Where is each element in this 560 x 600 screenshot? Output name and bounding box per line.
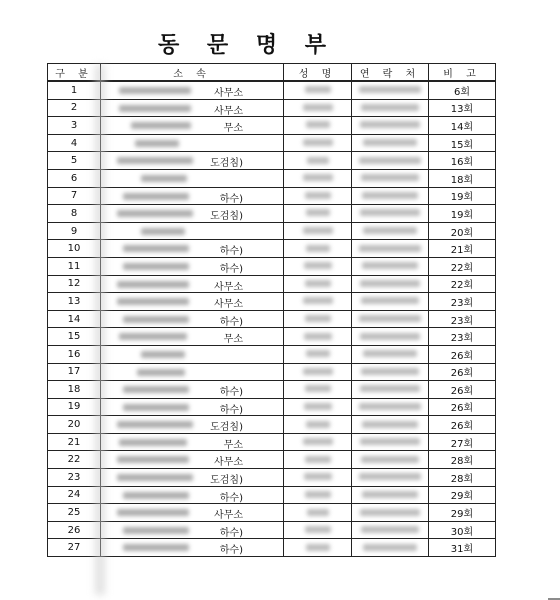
row-name bbox=[284, 222, 352, 240]
affiliation-suffix: 도검침) bbox=[210, 158, 243, 170]
header-name: 성 명 bbox=[284, 64, 352, 82]
row-contact bbox=[352, 275, 429, 293]
table-row bbox=[48, 99, 496, 117]
row-contact bbox=[352, 433, 429, 451]
table-row bbox=[48, 222, 496, 240]
row-affiliation bbox=[101, 117, 284, 135]
row-remark: 26회 bbox=[429, 363, 496, 381]
redacted-affiliation bbox=[141, 175, 187, 182]
row-name bbox=[284, 398, 352, 416]
row-remark: 21회 bbox=[429, 240, 496, 258]
row-affiliation bbox=[101, 433, 284, 451]
redacted-contact bbox=[362, 262, 418, 269]
redacted-affiliation bbox=[117, 421, 193, 428]
table-row bbox=[48, 381, 496, 399]
row-remark: 13회 bbox=[429, 99, 496, 117]
redacted-contact bbox=[360, 280, 420, 287]
table-row bbox=[48, 363, 496, 381]
row-name bbox=[284, 240, 352, 258]
alumni-roster-table bbox=[47, 63, 496, 557]
row-affiliation bbox=[101, 310, 284, 328]
affiliation-suffix: 사무소 bbox=[214, 510, 243, 522]
row-number: 9 bbox=[48, 222, 101, 240]
redacted-name bbox=[306, 421, 330, 428]
affiliation-suffix: 사무소 bbox=[214, 88, 243, 99]
row-contact bbox=[352, 257, 429, 275]
row-affiliation bbox=[101, 152, 284, 170]
row-name bbox=[284, 433, 352, 451]
redacted-affiliation bbox=[123, 193, 189, 200]
row-contact bbox=[352, 187, 429, 205]
redacted-name bbox=[306, 544, 330, 551]
row-affiliation bbox=[101, 451, 284, 469]
row-affiliation bbox=[101, 169, 284, 187]
row-contact bbox=[352, 240, 429, 258]
row-name bbox=[284, 416, 352, 434]
affiliation-suffix: 도검침) bbox=[210, 475, 243, 487]
redacted-contact bbox=[359, 157, 421, 164]
row-number: 18 bbox=[48, 381, 101, 399]
redacted-contact bbox=[361, 456, 419, 463]
table-row bbox=[48, 257, 496, 275]
row-number: 21 bbox=[48, 433, 101, 451]
redacted-name bbox=[304, 403, 332, 410]
redacted-name bbox=[305, 315, 331, 322]
scan-ghost bbox=[95, 65, 105, 595]
table-row bbox=[48, 486, 496, 504]
redacted-affiliation bbox=[123, 245, 189, 252]
row-number: 11 bbox=[48, 257, 101, 275]
redacted-name bbox=[303, 368, 333, 375]
row-name bbox=[284, 117, 352, 135]
table-row bbox=[48, 152, 496, 170]
row-contact bbox=[352, 504, 429, 522]
table-row bbox=[48, 240, 496, 258]
redacted-affiliation bbox=[117, 456, 189, 463]
row-remark: 6회 bbox=[429, 81, 496, 99]
redacted-name bbox=[306, 121, 330, 128]
redacted-affiliation bbox=[135, 140, 179, 147]
row-affiliation bbox=[101, 99, 284, 117]
table-row bbox=[48, 469, 496, 487]
redacted-affiliation bbox=[117, 474, 193, 481]
redacted-name bbox=[305, 491, 331, 498]
affiliation-suffix: 하수) bbox=[219, 492, 243, 504]
row-contact bbox=[352, 486, 429, 504]
row-affiliation bbox=[101, 240, 284, 258]
affiliation-suffix: 사무소 bbox=[214, 281, 243, 293]
row-number: 13 bbox=[48, 293, 101, 311]
row-remark: 18회 bbox=[429, 169, 496, 187]
redacted-contact bbox=[361, 297, 419, 304]
redacted-affiliation bbox=[117, 298, 189, 305]
redacted-contact bbox=[359, 245, 421, 252]
row-number: 15 bbox=[48, 328, 101, 346]
row-contact bbox=[352, 134, 429, 152]
row-remark: 22회 bbox=[429, 275, 496, 293]
redacted-name bbox=[303, 104, 333, 111]
redacted-affiliation bbox=[117, 509, 189, 516]
redacted-name bbox=[305, 385, 331, 392]
row-contact bbox=[352, 539, 429, 557]
row-number: 2 bbox=[48, 99, 101, 117]
table-row bbox=[48, 169, 496, 187]
row-number: 25 bbox=[48, 504, 101, 522]
row-affiliation bbox=[101, 205, 284, 223]
row-remark: 19회 bbox=[429, 205, 496, 223]
redacted-contact bbox=[360, 333, 420, 340]
row-remark: 16회 bbox=[429, 152, 496, 170]
redacted-contact bbox=[361, 174, 419, 181]
redacted-name bbox=[307, 509, 329, 516]
table-row bbox=[48, 345, 496, 363]
redacted-contact bbox=[359, 315, 421, 322]
affiliation-suffix: 하수) bbox=[219, 193, 243, 205]
redacted-affiliation bbox=[119, 105, 191, 112]
row-remark: 19회 bbox=[429, 187, 496, 205]
redacted-contact bbox=[360, 438, 420, 445]
affiliation-suffix: 무소 bbox=[223, 439, 243, 451]
row-remark: 26회 bbox=[429, 345, 496, 363]
row-number: 24 bbox=[48, 486, 101, 504]
redacted-affiliation bbox=[141, 228, 185, 235]
row-remark: 23회 bbox=[429, 328, 496, 346]
row-contact bbox=[352, 416, 429, 434]
redacted-affiliation bbox=[117, 157, 193, 164]
row-affiliation bbox=[101, 187, 284, 205]
row-number: 17 bbox=[48, 363, 101, 381]
row-number: 10 bbox=[48, 240, 101, 258]
table-row bbox=[48, 293, 496, 311]
redacted-name bbox=[304, 333, 332, 340]
redacted-contact bbox=[360, 509, 420, 516]
redacted-affiliation bbox=[123, 544, 189, 551]
row-contact bbox=[352, 117, 429, 135]
row-affiliation bbox=[101, 328, 284, 346]
row-name bbox=[284, 504, 352, 522]
affiliation-suffix: 하수) bbox=[219, 387, 243, 399]
affiliation-suffix: 하수) bbox=[219, 545, 243, 557]
table-row bbox=[48, 187, 496, 205]
redacted-contact bbox=[359, 403, 421, 410]
row-remark: 29회 bbox=[429, 504, 496, 522]
row-name bbox=[284, 539, 352, 557]
row-affiliation bbox=[101, 222, 284, 240]
table-row bbox=[48, 433, 496, 451]
affiliation-suffix: 무소 bbox=[223, 123, 243, 135]
redacted-contact bbox=[362, 421, 418, 428]
redacted-name bbox=[303, 227, 333, 234]
row-number: 4 bbox=[48, 134, 101, 152]
affiliation-suffix: 도검침) bbox=[210, 422, 243, 434]
row-affiliation bbox=[101, 275, 284, 293]
row-affiliation bbox=[101, 416, 284, 434]
header-remark: 비 고 bbox=[429, 64, 496, 82]
redacted-affiliation bbox=[123, 404, 189, 411]
table-row bbox=[48, 398, 496, 416]
row-affiliation bbox=[101, 81, 284, 99]
row-remark: 15회 bbox=[429, 134, 496, 152]
affiliation-suffix: 하수) bbox=[219, 263, 243, 275]
table-row bbox=[48, 117, 496, 135]
redacted-contact bbox=[360, 385, 420, 392]
row-contact bbox=[352, 469, 429, 487]
row-affiliation bbox=[101, 381, 284, 399]
row-affiliation bbox=[101, 363, 284, 381]
row-contact bbox=[352, 381, 429, 399]
row-contact bbox=[352, 222, 429, 240]
row-name bbox=[284, 381, 352, 399]
redacted-affiliation bbox=[123, 492, 189, 499]
table-row bbox=[48, 328, 496, 346]
row-name bbox=[284, 187, 352, 205]
redacted-name bbox=[305, 280, 331, 287]
redacted-contact bbox=[363, 227, 417, 234]
affiliation-suffix: 하수) bbox=[219, 316, 243, 328]
row-contact bbox=[352, 81, 429, 99]
redacted-name bbox=[305, 456, 331, 463]
redacted-affiliation bbox=[117, 210, 193, 217]
row-affiliation bbox=[101, 398, 284, 416]
redacted-name bbox=[306, 245, 330, 252]
row-contact bbox=[352, 310, 429, 328]
table-row bbox=[48, 504, 496, 522]
row-contact bbox=[352, 152, 429, 170]
redacted-contact bbox=[360, 121, 420, 128]
row-number: 6 bbox=[48, 169, 101, 187]
row-affiliation bbox=[101, 469, 284, 487]
row-affiliation bbox=[101, 345, 284, 363]
row-remark: 26회 bbox=[429, 416, 496, 434]
row-name bbox=[284, 99, 352, 117]
redacted-affiliation bbox=[123, 386, 189, 393]
redacted-name bbox=[303, 174, 333, 181]
redacted-name bbox=[304, 473, 332, 480]
redacted-name bbox=[306, 350, 330, 357]
row-contact bbox=[352, 99, 429, 117]
redacted-affiliation bbox=[141, 351, 185, 358]
row-remark: 28회 bbox=[429, 451, 496, 469]
redacted-name bbox=[304, 262, 332, 269]
redacted-affiliation bbox=[131, 122, 191, 129]
row-contact bbox=[352, 328, 429, 346]
row-number: 5 bbox=[48, 152, 101, 170]
row-number: 22 bbox=[48, 451, 101, 469]
row-name bbox=[284, 205, 352, 223]
row-contact bbox=[352, 205, 429, 223]
row-remark: 26회 bbox=[429, 381, 496, 399]
row-number: 8 bbox=[48, 205, 101, 223]
row-contact bbox=[352, 521, 429, 539]
row-name bbox=[284, 134, 352, 152]
row-number: 16 bbox=[48, 345, 101, 363]
row-affiliation bbox=[101, 257, 284, 275]
affiliation-suffix: 하수) bbox=[219, 404, 243, 416]
affiliation-suffix: 무소 bbox=[223, 334, 243, 346]
redacted-contact bbox=[363, 544, 417, 551]
row-remark: 27회 bbox=[429, 433, 496, 451]
row-name bbox=[284, 363, 352, 381]
affiliation-suffix: 사무소 bbox=[214, 299, 243, 311]
redacted-affiliation bbox=[117, 281, 189, 288]
row-remark: 26회 bbox=[429, 398, 496, 416]
redacted-contact bbox=[363, 139, 417, 146]
redacted-affiliation bbox=[137, 369, 185, 376]
row-remark: 28회 bbox=[429, 469, 496, 487]
row-remark: 31회 bbox=[429, 539, 496, 557]
redacted-contact bbox=[362, 192, 418, 199]
redacted-name bbox=[306, 209, 330, 216]
row-number: 7 bbox=[48, 187, 101, 205]
row-contact bbox=[352, 451, 429, 469]
table-row bbox=[48, 205, 496, 223]
page-title: 동 문 명 부 bbox=[158, 33, 336, 58]
row-remark: 30회 bbox=[429, 521, 496, 539]
row-name bbox=[284, 328, 352, 346]
redacted-name bbox=[307, 157, 329, 164]
row-remark: 23회 bbox=[429, 310, 496, 328]
table-row bbox=[48, 451, 496, 469]
header-number: 구 분 bbox=[48, 64, 101, 82]
table-row bbox=[48, 521, 496, 539]
table-row bbox=[48, 134, 496, 152]
row-contact bbox=[352, 293, 429, 311]
row-contact bbox=[352, 345, 429, 363]
row-remark: 29회 bbox=[429, 486, 496, 504]
redacted-affiliation bbox=[123, 527, 189, 534]
header-affiliation: 소 속 bbox=[101, 64, 284, 82]
header-contact: 연 락 처 bbox=[352, 64, 429, 82]
affiliation-suffix: 사무소 bbox=[214, 105, 243, 117]
table-row bbox=[48, 81, 496, 99]
row-remark: 22회 bbox=[429, 257, 496, 275]
row-affiliation bbox=[101, 521, 284, 539]
table-row bbox=[48, 275, 496, 293]
row-name bbox=[284, 451, 352, 469]
redacted-contact bbox=[359, 473, 421, 480]
redacted-contact bbox=[361, 104, 419, 111]
redacted-name bbox=[305, 86, 331, 93]
row-contact bbox=[352, 398, 429, 416]
row-name bbox=[284, 152, 352, 170]
row-number: 14 bbox=[48, 310, 101, 328]
row-number: 3 bbox=[48, 117, 101, 135]
row-affiliation bbox=[101, 504, 284, 522]
row-affiliation bbox=[101, 134, 284, 152]
row-remark: 14회 bbox=[429, 117, 496, 135]
redacted-name bbox=[305, 526, 331, 533]
row-name bbox=[284, 257, 352, 275]
row-number: 27 bbox=[48, 539, 101, 557]
row-number: 26 bbox=[48, 521, 101, 539]
row-name bbox=[284, 345, 352, 363]
affiliation-suffix: 도검침) bbox=[210, 211, 243, 223]
row-number: 23 bbox=[48, 469, 101, 487]
row-name bbox=[284, 521, 352, 539]
table-row bbox=[48, 416, 496, 434]
row-contact bbox=[352, 363, 429, 381]
redacted-contact bbox=[359, 86, 421, 93]
redacted-name bbox=[303, 297, 333, 304]
redacted-affiliation bbox=[123, 263, 189, 270]
table-body bbox=[48, 81, 496, 557]
redacted-affiliation bbox=[119, 439, 187, 446]
redacted-contact bbox=[363, 350, 417, 357]
row-remark: 23회 bbox=[429, 293, 496, 311]
redacted-contact bbox=[360, 209, 420, 216]
row-number: 1 bbox=[48, 81, 101, 99]
row-name bbox=[284, 169, 352, 187]
redacted-affiliation bbox=[123, 316, 189, 323]
row-number: 12 bbox=[48, 275, 101, 293]
row-affiliation bbox=[101, 539, 284, 557]
row-name bbox=[284, 469, 352, 487]
row-name bbox=[284, 81, 352, 99]
row-remark: 20회 bbox=[429, 222, 496, 240]
redacted-contact bbox=[362, 491, 418, 498]
row-number: 20 bbox=[48, 416, 101, 434]
redacted-name bbox=[305, 192, 331, 199]
row-name bbox=[284, 486, 352, 504]
row-contact bbox=[352, 169, 429, 187]
affiliation-suffix: 하수) bbox=[219, 527, 243, 539]
table-row bbox=[48, 539, 496, 557]
redacted-name bbox=[303, 139, 333, 146]
redacted-contact bbox=[361, 526, 419, 533]
table-header-row bbox=[48, 64, 496, 82]
row-affiliation bbox=[101, 293, 284, 311]
redacted-name bbox=[303, 438, 333, 445]
redacted-affiliation bbox=[119, 87, 191, 94]
row-affiliation bbox=[101, 486, 284, 504]
row-name bbox=[284, 293, 352, 311]
redacted-affiliation bbox=[119, 333, 187, 340]
row-number: 19 bbox=[48, 398, 101, 416]
row-name bbox=[284, 310, 352, 328]
affiliation-suffix: 하수) bbox=[219, 246, 243, 258]
affiliation-suffix: 사무소 bbox=[214, 457, 243, 469]
row-name bbox=[284, 275, 352, 293]
redacted-contact bbox=[361, 368, 419, 375]
table-row bbox=[48, 310, 496, 328]
